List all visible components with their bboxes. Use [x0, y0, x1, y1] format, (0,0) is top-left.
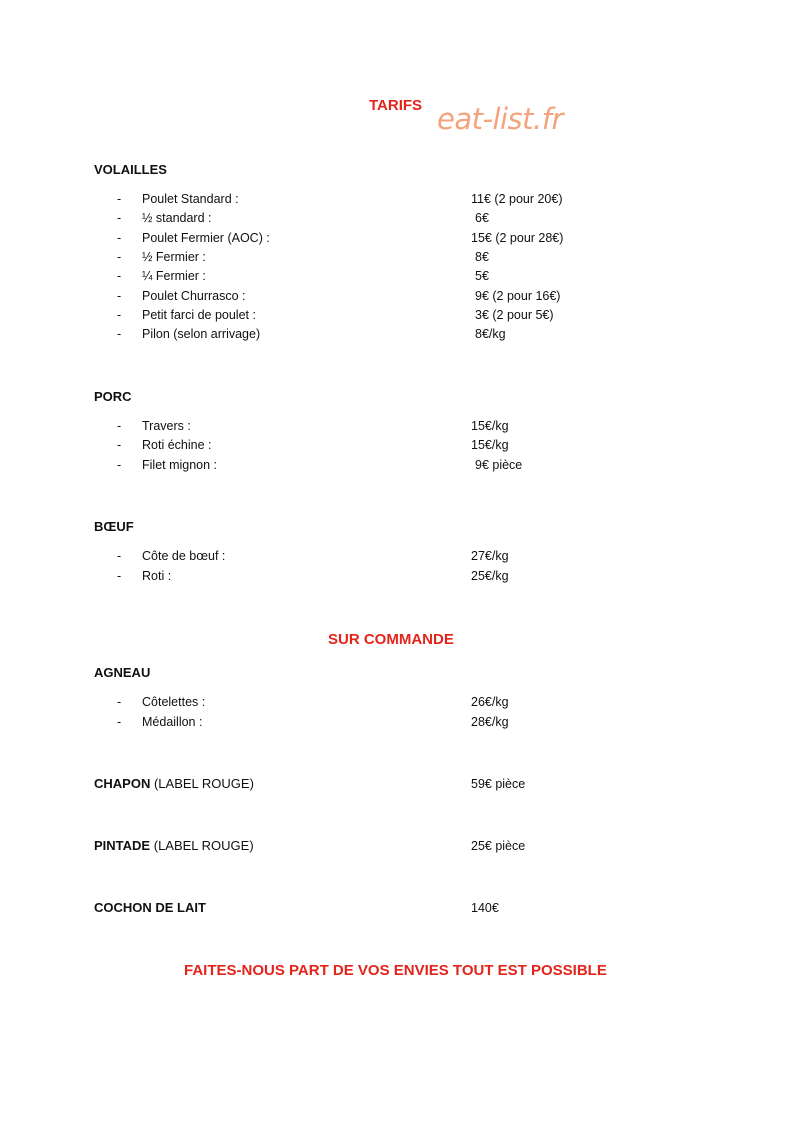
pintade-heading — [94, 838, 254, 853]
item-price: 9€ pièce — [475, 458, 523, 472]
list-bullet: - — [117, 715, 122, 729]
item-label: ½ Fermier : — [142, 250, 206, 264]
item-label: Filet mignon : — [142, 458, 218, 472]
price-row — [0, 289, 793, 308]
price-row — [0, 695, 793, 714]
chapon-name: CHAPON — [94, 776, 151, 791]
chapon-label-note: (LABEL ROUGE) — [153, 776, 254, 791]
sur-commande-title: SUR COMMANDE — [328, 631, 454, 648]
list-bullet: - — [117, 419, 122, 433]
price-row — [0, 419, 793, 438]
item-price: 8€/kg — [475, 327, 506, 341]
section-heading-porc: PORC — [94, 389, 132, 404]
item-label: Roti échine : — [142, 438, 212, 452]
price-row — [0, 192, 793, 211]
list-bullet: - — [117, 211, 122, 225]
item-price: 9€ (2 pour 16€) — [475, 289, 561, 303]
item-label: Travers : — [142, 419, 191, 433]
price-row — [0, 327, 793, 346]
price-row — [0, 569, 793, 588]
item-label: ½ standard : — [142, 211, 212, 225]
list-bullet: - — [117, 250, 122, 264]
item-price: 15€ (2 pour 28€) — [471, 231, 564, 245]
item-label: Poulet Churrasco : — [142, 289, 246, 303]
section-heading-boeuf: BŒUF — [94, 519, 134, 534]
item-label: Médaillon : — [142, 715, 203, 729]
price-row — [0, 231, 793, 250]
item-price: 27€/kg — [471, 549, 509, 563]
footer-message: FAITES-NOUS PART DE VOS ENVIES TOUT EST POSSIBLE — [184, 962, 607, 979]
list-bullet: - — [117, 192, 122, 206]
section-heading-volailles: VOLAILLES — [94, 162, 167, 177]
price-row — [0, 308, 793, 327]
item-price: 6€ — [475, 211, 489, 225]
item-label: Roti : — [142, 569, 172, 583]
list-bullet: - — [117, 289, 122, 303]
list-bullet: - — [117, 231, 122, 245]
list-bullet: - — [117, 569, 122, 583]
item-price: 15€/kg — [471, 438, 509, 452]
list-bullet: - — [117, 438, 122, 452]
price-row — [0, 715, 793, 734]
section-heading-agneau: AGNEAU — [94, 665, 151, 680]
pintade-name: PINTADE — [94, 838, 151, 853]
item-price: 3€ (2 pour 5€) — [475, 308, 554, 322]
item-label: Pilon (selon arrivage) — [142, 327, 261, 341]
chapon-heading — [94, 776, 254, 791]
list-bullet: - — [117, 269, 122, 283]
item-label: Poulet Fermier (AOC) : — [142, 231, 270, 245]
item-price: 28€/kg — [471, 715, 509, 729]
item-price: 5€ — [475, 269, 489, 283]
price-row — [0, 211, 793, 230]
item-price: 11€ (2 pour 20€) — [471, 192, 563, 206]
list-bullet: - — [117, 695, 122, 709]
price-row — [0, 250, 793, 269]
list-bullet: - — [117, 327, 122, 341]
list-bullet: - — [117, 549, 122, 563]
item-price: 25€/kg — [471, 569, 509, 583]
page-title: TARIFS — [369, 97, 423, 114]
item-label: Côte de bœuf : — [142, 549, 226, 563]
price-row — [0, 269, 793, 288]
chapon-price: 59€ pièce — [471, 777, 526, 791]
item-label: Petit farci de poulet : — [142, 308, 256, 322]
cochon-price: 140€ — [471, 901, 499, 915]
list-bullet: - — [117, 458, 122, 472]
item-label: ¼ Fermier : — [142, 269, 206, 283]
price-row — [0, 549, 793, 568]
pintade-label-note: (LABEL ROUGE) — [153, 838, 254, 853]
price-row — [0, 438, 793, 457]
price-row — [0, 458, 793, 477]
item-price: 26€/kg — [471, 695, 509, 709]
item-price: 8€ — [475, 250, 489, 264]
watermark-logo: eat-list.fr — [437, 102, 563, 136]
item-label: Côtelettes : — [142, 695, 206, 709]
pintade-price: 25€ pièce — [471, 839, 526, 853]
item-price: 15€/kg — [471, 419, 509, 433]
list-bullet: - — [117, 308, 122, 322]
item-label: Poulet Standard : — [142, 192, 239, 206]
cochon-heading: COCHON DE LAIT — [94, 900, 206, 915]
